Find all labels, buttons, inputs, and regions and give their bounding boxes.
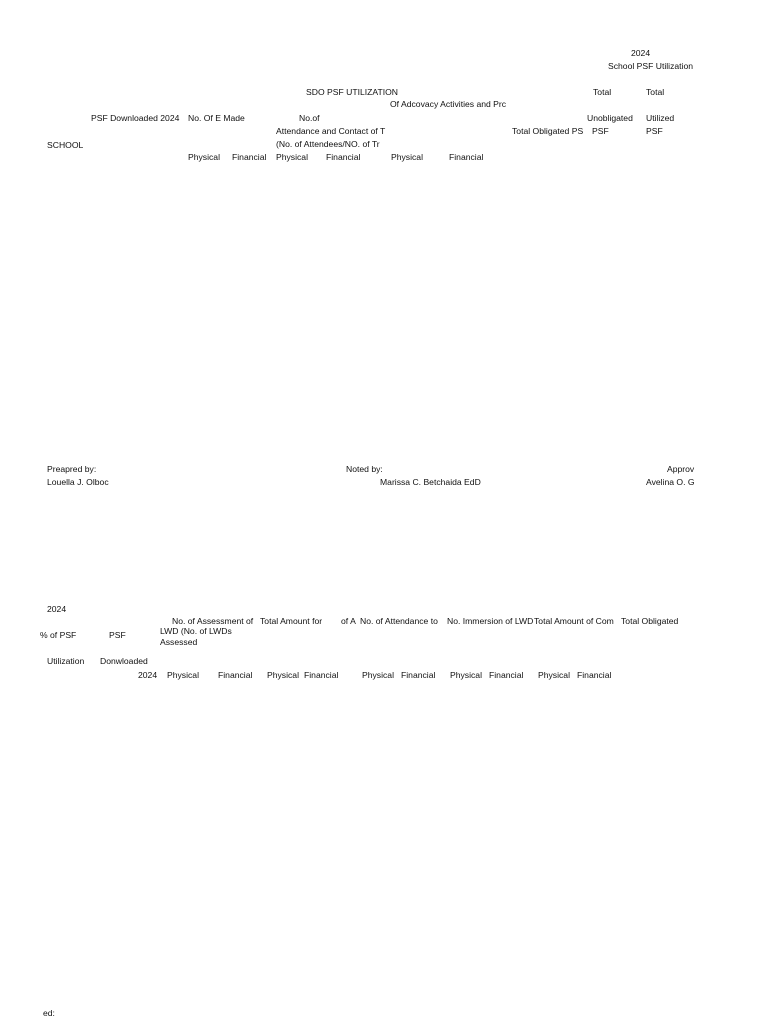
utilization-header: Utilization (47, 656, 85, 666)
financial-header-1: Financial (232, 152, 267, 162)
pct-of-psf-text: % of PSF (40, 631, 77, 640)
unobligated-header: Unobligated (587, 113, 633, 123)
total-obligated-header-2: Total Obligated (621, 616, 679, 626)
physical-header-p2-4: Physical (450, 670, 482, 680)
prepared-by-name: Louella J. Olboc (47, 477, 109, 487)
physical-header-p2-2: Physical (267, 670, 299, 680)
page2-year: 2024 (47, 604, 67, 614)
lwd-no-of-lwds-header: LWD (No. of LWDs (160, 626, 232, 636)
year-2024-header: 2024 (138, 670, 158, 680)
assessed-header: Assessed (160, 637, 198, 647)
approved-by-label: Approv (667, 465, 695, 474)
of-a-header: of A (341, 617, 356, 626)
attendance-contact-header: Attendance and Contact of T (276, 127, 386, 136)
physical-header-p2-5: Physical (538, 670, 570, 680)
school-psf-utilization-title: School PSF Utilization (608, 61, 694, 71)
financial-header-3: Financial (449, 152, 484, 162)
psf-header-b: PSF (646, 126, 663, 136)
no-of-attendees-header: (No. of Attendees/NO. of Tr (276, 140, 380, 149)
psf-header-2: PSF (109, 630, 126, 640)
pct-of-psf-header (40, 631, 105, 641)
physical-header-3: Physical (391, 152, 423, 162)
utilized-header: Utilized (646, 113, 675, 123)
no-of-attendance-header: No. of Attendance to (360, 617, 438, 626)
sdo-psf-utilization-title: SDO PSF UTILIZATION (306, 87, 398, 97)
school-header: SCHOOL (47, 140, 84, 150)
noted-by-name: Marissa C. Betchaida EdD (380, 477, 481, 487)
total-header-a: Total (593, 87, 612, 97)
physical-header-2: Physical (276, 152, 308, 162)
no-immersion-lwd-header: No. Immersion of LWD (447, 617, 534, 626)
total-amount-com-header: Total Amount of Com (534, 617, 614, 626)
prepared-fragment-text: ed: (43, 1009, 55, 1018)
no-of-assessment-header: No. of Assessment of (172, 617, 254, 626)
financial-header-p2-1: Financial (218, 670, 253, 680)
prepared-fragment (40, 1009, 70, 1019)
no-of-header: No.of (299, 113, 320, 123)
psf-downloaded-header: PSF Downloaded 2024 (91, 113, 180, 123)
financial-header-p2-3: Financial (401, 670, 436, 680)
total-obligated-header: Total Obligated PS (512, 127, 584, 136)
physical-header-p2-3: Physical (362, 670, 394, 680)
approved-by-name: Avelina O. G (646, 478, 695, 487)
advocacy-activities-header: Of Adcovacy Activities and Prc (390, 100, 507, 109)
physical-header-1: Physical (188, 152, 220, 162)
psf-header-a: PSF (592, 126, 609, 136)
financial-header-p2-2: Financial (304, 670, 339, 680)
financial-header-p2-5: Financial (577, 670, 612, 680)
noted-by-label: Noted by: (346, 464, 383, 474)
physical-header-p2-1: Physical (167, 670, 199, 680)
no-of-e-made-header: No. Of E Made (188, 113, 245, 123)
donwloaded-header: Donwloaded (100, 656, 148, 666)
financial-header-2: Financial (326, 152, 361, 162)
total-header-b: Total (646, 87, 665, 97)
prepared-by-label: Preapred by: (47, 464, 97, 474)
page1-year: 2024 (631, 48, 651, 58)
financial-header-p2-4: Financial (489, 670, 524, 680)
total-amount-for-header: Total Amount for (260, 617, 323, 626)
